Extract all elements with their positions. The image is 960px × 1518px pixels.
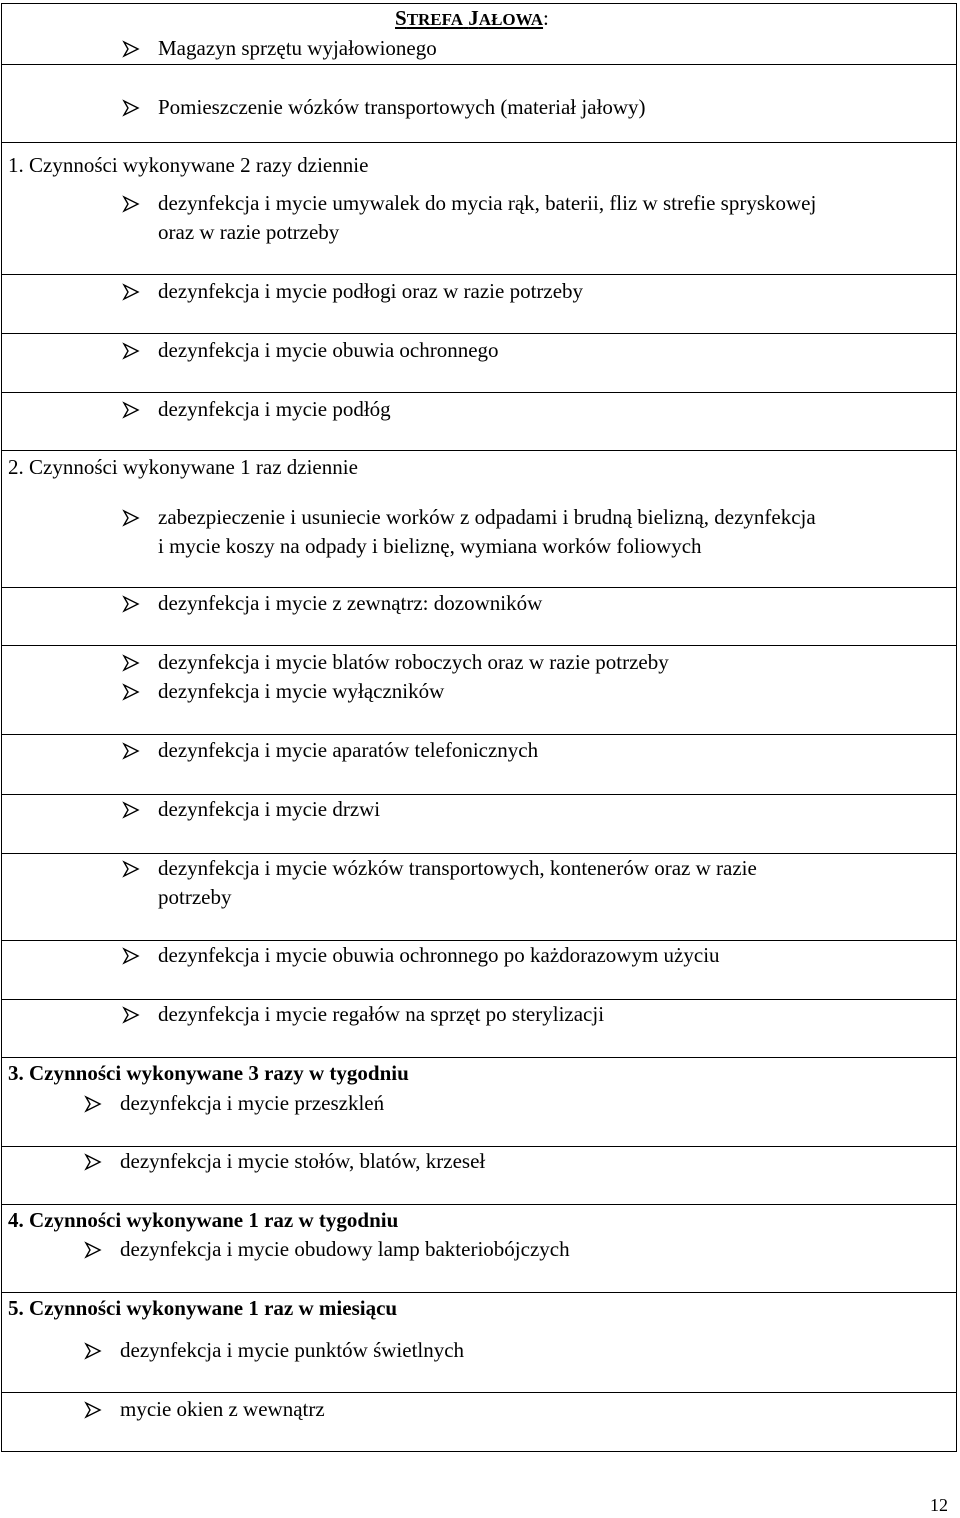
zone-item: Pomieszczenie wózków transportowych (materiał jałowy)	[158, 95, 646, 119]
row-divider	[2, 142, 956, 143]
arrow-bullet-icon	[122, 860, 140, 878]
task-item: dezynfekcja i mycie podłogi oraz w razie potrzeby	[158, 279, 584, 303]
section-heading: 4. Czynności wykonywane 1 raz w tygodniu	[8, 1208, 399, 1232]
arrow-bullet-icon	[122, 99, 140, 117]
row-divider	[2, 1292, 956, 1293]
row-divider	[2, 450, 956, 451]
task-item: i mycie koszy na odpady i bieliznę, wymiana worków foliowych	[158, 534, 702, 558]
arrow-bullet-icon	[122, 801, 140, 819]
row-divider	[2, 794, 956, 795]
arrow-bullet-icon	[84, 1153, 102, 1171]
row-divider	[2, 64, 956, 65]
row-divider	[2, 392, 956, 393]
task-item: dezynfekcja i mycie stołów, blatów, krzeseł	[120, 1149, 486, 1173]
task-item: dezynfekcja i mycie wyłączników	[158, 679, 445, 703]
row-divider	[2, 734, 956, 735]
task-item: mycie okien z wewnątrz	[120, 1397, 325, 1421]
task-item: dezynfekcja i mycie punktów świetlnych	[120, 1338, 465, 1362]
row-divider	[2, 645, 956, 646]
row-divider	[2, 1204, 956, 1205]
task-item: zabezpieczenie i usuniecie worków z odpadami i brudną bielizną, dezynfekcja	[158, 505, 816, 529]
arrow-bullet-icon	[122, 1006, 140, 1024]
zone-title-suffix: :	[543, 6, 549, 30]
arrow-bullet-icon	[122, 654, 140, 672]
row-divider	[2, 1057, 956, 1058]
row-divider	[2, 333, 956, 334]
arrow-bullet-icon	[122, 595, 140, 613]
section-heading: 3. Czynności wykonywane 3 razy w tygodniu	[8, 1061, 409, 1085]
page-number: 12	[930, 1495, 948, 1515]
arrow-bullet-icon	[122, 195, 140, 213]
task-item: potrzeby	[158, 885, 232, 909]
arrow-bullet-icon	[84, 1342, 102, 1360]
zone-title-initial: S	[395, 6, 407, 30]
task-item: oraz w razie potrzeby	[158, 220, 340, 244]
zone-title-rest: AŁOWA	[478, 10, 544, 29]
task-item: dezynfekcja i mycie obuwia ochronnego po każdorazowym użyciu	[158, 943, 720, 967]
arrow-bullet-icon	[84, 1241, 102, 1259]
arrow-bullet-icon	[122, 683, 140, 701]
row-divider	[2, 1392, 956, 1393]
task-item: dezynfekcja i mycie regałów na sprzęt po sterylizacji	[158, 1002, 605, 1026]
section-heading: 2. Czynności wykonywane 1 raz dziennie	[8, 455, 358, 479]
zone-title-text	[395, 6, 543, 30]
arrow-bullet-icon	[122, 342, 140, 360]
arrow-bullet-icon	[84, 1401, 102, 1419]
task-item: dezynfekcja i mycie przeszkleń	[120, 1091, 385, 1115]
task-item: dezynfekcja i mycie obuwia ochronnego	[158, 338, 499, 362]
task-item: dezynfekcja i mycie drzwi	[158, 797, 381, 821]
arrow-bullet-icon	[122, 401, 140, 419]
arrow-bullet-icon	[122, 509, 140, 527]
task-item: dezynfekcja i mycie obudowy lamp bakteriobójczych	[120, 1237, 570, 1261]
task-item: dezynfekcja i mycie aparatów telefonicznych	[158, 738, 539, 762]
task-item: dezynfekcja i mycie podłóg	[158, 397, 391, 421]
zone-item: Magazyn sprzętu wyjałowionego	[158, 36, 437, 60]
arrow-bullet-icon	[84, 1095, 102, 1113]
task-item: dezynfekcja i mycie wózków transportowych, kontenerów oraz w razie	[158, 856, 757, 880]
section-heading: 1. Czynności wykonywane 2 razy dziennie	[8, 153, 369, 177]
arrow-bullet-icon	[122, 40, 140, 58]
zone-title	[395, 4, 549, 34]
arrow-bullet-icon	[122, 947, 140, 965]
task-item: dezynfekcja i mycie umywalek do mycia rąk, baterii, fliz w strefie spryskowej	[158, 191, 817, 215]
zone-title-rest: TREFA	[406, 10, 464, 29]
section-heading: 5. Czynności wykonywane 1 raz w miesiącu	[8, 1296, 398, 1320]
row-divider	[2, 274, 956, 275]
task-item: dezynfekcja i mycie z zewnątrz: dozowników	[158, 591, 543, 615]
zone-title-initial: J	[468, 6, 479, 30]
arrow-bullet-icon	[122, 742, 140, 760]
row-divider	[2, 587, 956, 588]
task-item: dezynfekcja i mycie blatów roboczych oraz w razie potrzeby	[158, 650, 669, 674]
arrow-bullet-icon	[122, 283, 140, 301]
